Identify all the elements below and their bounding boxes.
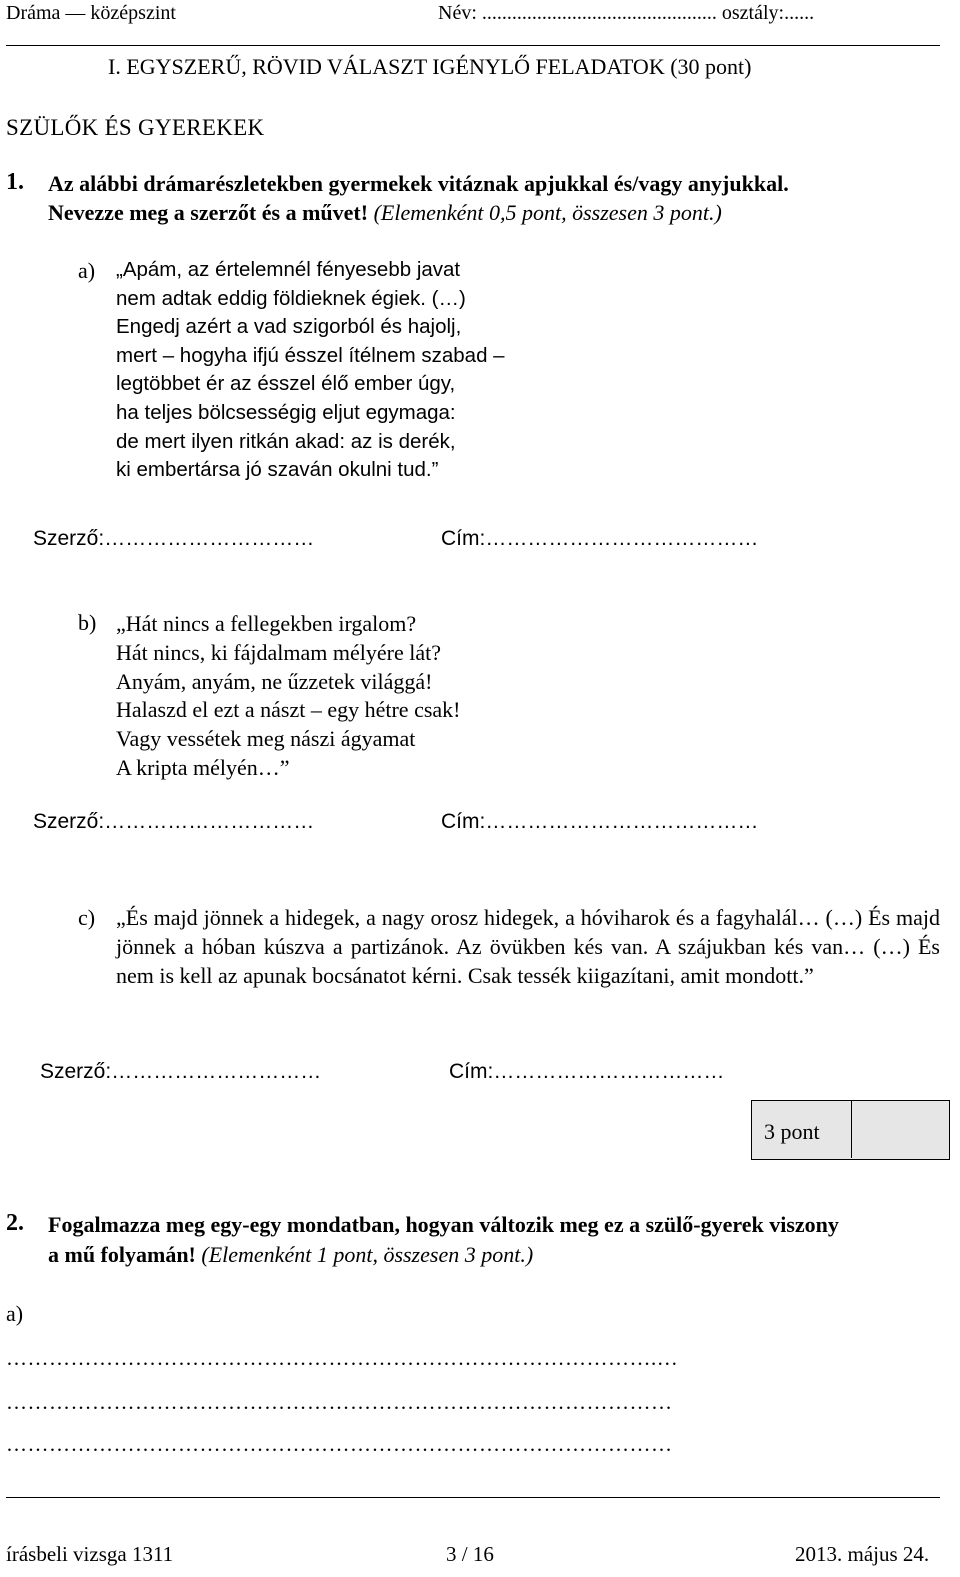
footer-page-number: 3 / 16 bbox=[446, 1542, 494, 1566]
item-b-title-field[interactable]: Cím:………………………………… bbox=[441, 810, 759, 833]
question-1-number: 1. bbox=[6, 169, 24, 195]
question-1-prompt-line1: Az alábbi drámarészletekben gyermekek vitáznak apjukkal és/vagy anyjukkal. bbox=[48, 171, 789, 196]
quote-line: „Apám, az értelemnél fényesebb javat bbox=[116, 258, 461, 281]
footer-rule bbox=[6, 1497, 940, 1498]
quote-line: Halaszd el ezt a nászt – egy hétre csak! bbox=[116, 697, 461, 723]
item-c-quote: „És majd jönnek a hidegek, a nagy orosz hidegek, a hóviharok és a fagyhalál… (…) És majd jönnek a hóban kúszva a partizánok. Az övükben kés van. A szájukban kés van… (…) És nem is kell az apunak bocsánatot kérni. Csak tessék kiigazítani, amit mondott.” bbox=[116, 905, 940, 988]
quote-line: mert – hogyha ifjú ésszel ítélnem szabad – bbox=[116, 343, 505, 367]
item-c-label: c) bbox=[78, 905, 96, 930]
section-title: I. EGYSZERŰ, RÖVID VÁLASZT IGÉNYLŐ FELADATOK (30 pont) bbox=[108, 54, 752, 79]
question-1-scoring-note: (Elemenként 0,5 pont, összesen 3 pont.) bbox=[368, 200, 722, 225]
quote-line: A kripta mélyén…” bbox=[116, 754, 290, 780]
item-a-title-field[interactable]: Cím:………………………………… bbox=[441, 527, 759, 550]
quote-line: Anyám, anyám, ne űzzetek világgá! bbox=[116, 668, 433, 694]
item-a-author-field[interactable]: Szerző:………………………… bbox=[33, 527, 315, 550]
question-2-scoring-note: (Elemenként 1 pont, összesen 3 pont.) bbox=[195, 1242, 534, 1267]
item-b-label: b) bbox=[78, 610, 97, 635]
header-subject: Dráma — középszint bbox=[6, 2, 176, 24]
item-a-quote bbox=[116, 256, 505, 485]
question-1-prompt bbox=[48, 171, 940, 197]
score-box-label: 3 pont bbox=[752, 1101, 852, 1158]
answer-line[interactable]: ………………………………………………………………………………… bbox=[6, 1432, 673, 1456]
question-1-prompt-line2 bbox=[48, 200, 722, 226]
footer-date: 2013. május 24. bbox=[795, 1542, 930, 1566]
header-name-class-field: Név: ............................................... osztály:...... bbox=[438, 2, 815, 24]
header-rule bbox=[6, 45, 940, 46]
footer-exam-code: írásbeli vizsga 1311 bbox=[6, 1542, 174, 1566]
quote-line: ha teljes bölcsességig eljut egymaga: bbox=[116, 400, 456, 424]
item-c-title-field[interactable]: Cím:…………………………… bbox=[449, 1060, 725, 1083]
item-a-label: a) bbox=[78, 258, 96, 283]
score-box bbox=[751, 1100, 950, 1160]
topic-title: SZÜLŐK ÉS GYEREKEK bbox=[6, 115, 265, 140]
answer-line[interactable]: ……………………………………………………………………………….… bbox=[6, 1346, 679, 1370]
quote-line: Vagy vessétek meg nászi ágyamat bbox=[116, 726, 416, 752]
quote-line: „Hát nincs a fellegekben irgalom? bbox=[116, 611, 417, 636]
item-c-author-field[interactable]: Szerző:………………………… bbox=[40, 1060, 322, 1083]
quote-line: legtöbbet ér az ésszel élő ember úgy, bbox=[116, 372, 456, 396]
quote-line: nem adtak eddig földieknek égiek. (…) bbox=[116, 286, 466, 310]
question-2-number: 2. bbox=[6, 1210, 24, 1236]
quote-line: Hát nincs, ki fájdalmam mélyére lát? bbox=[116, 639, 441, 665]
answer-a-label: a) bbox=[6, 1301, 24, 1326]
question-2-instruction: a mű folyamán! bbox=[48, 1242, 196, 1267]
quote-line: ki embertársa jó szaván okulni tud.” bbox=[116, 458, 439, 482]
answer-line[interactable]: ………………………………………………………………………………… bbox=[6, 1390, 673, 1414]
question-1-instruction: Nevezze meg a szerzőt és a művet! bbox=[48, 200, 369, 225]
item-b-quote bbox=[116, 610, 461, 783]
question-2-prompt-line1: Fogalmazza meg egy-egy mondatban, hogyan változik meg ez a szülő-gyerek viszony bbox=[48, 1212, 839, 1237]
quote-line: de mert ilyen ritkán akad: az is derék, bbox=[116, 429, 456, 453]
item-b-author-field[interactable]: Szerző:………………………… bbox=[33, 810, 315, 833]
question-2-prompt-line2 bbox=[48, 1242, 533, 1268]
quote-line: Engedj azért a vad szigorból és hajolj, bbox=[116, 315, 462, 339]
